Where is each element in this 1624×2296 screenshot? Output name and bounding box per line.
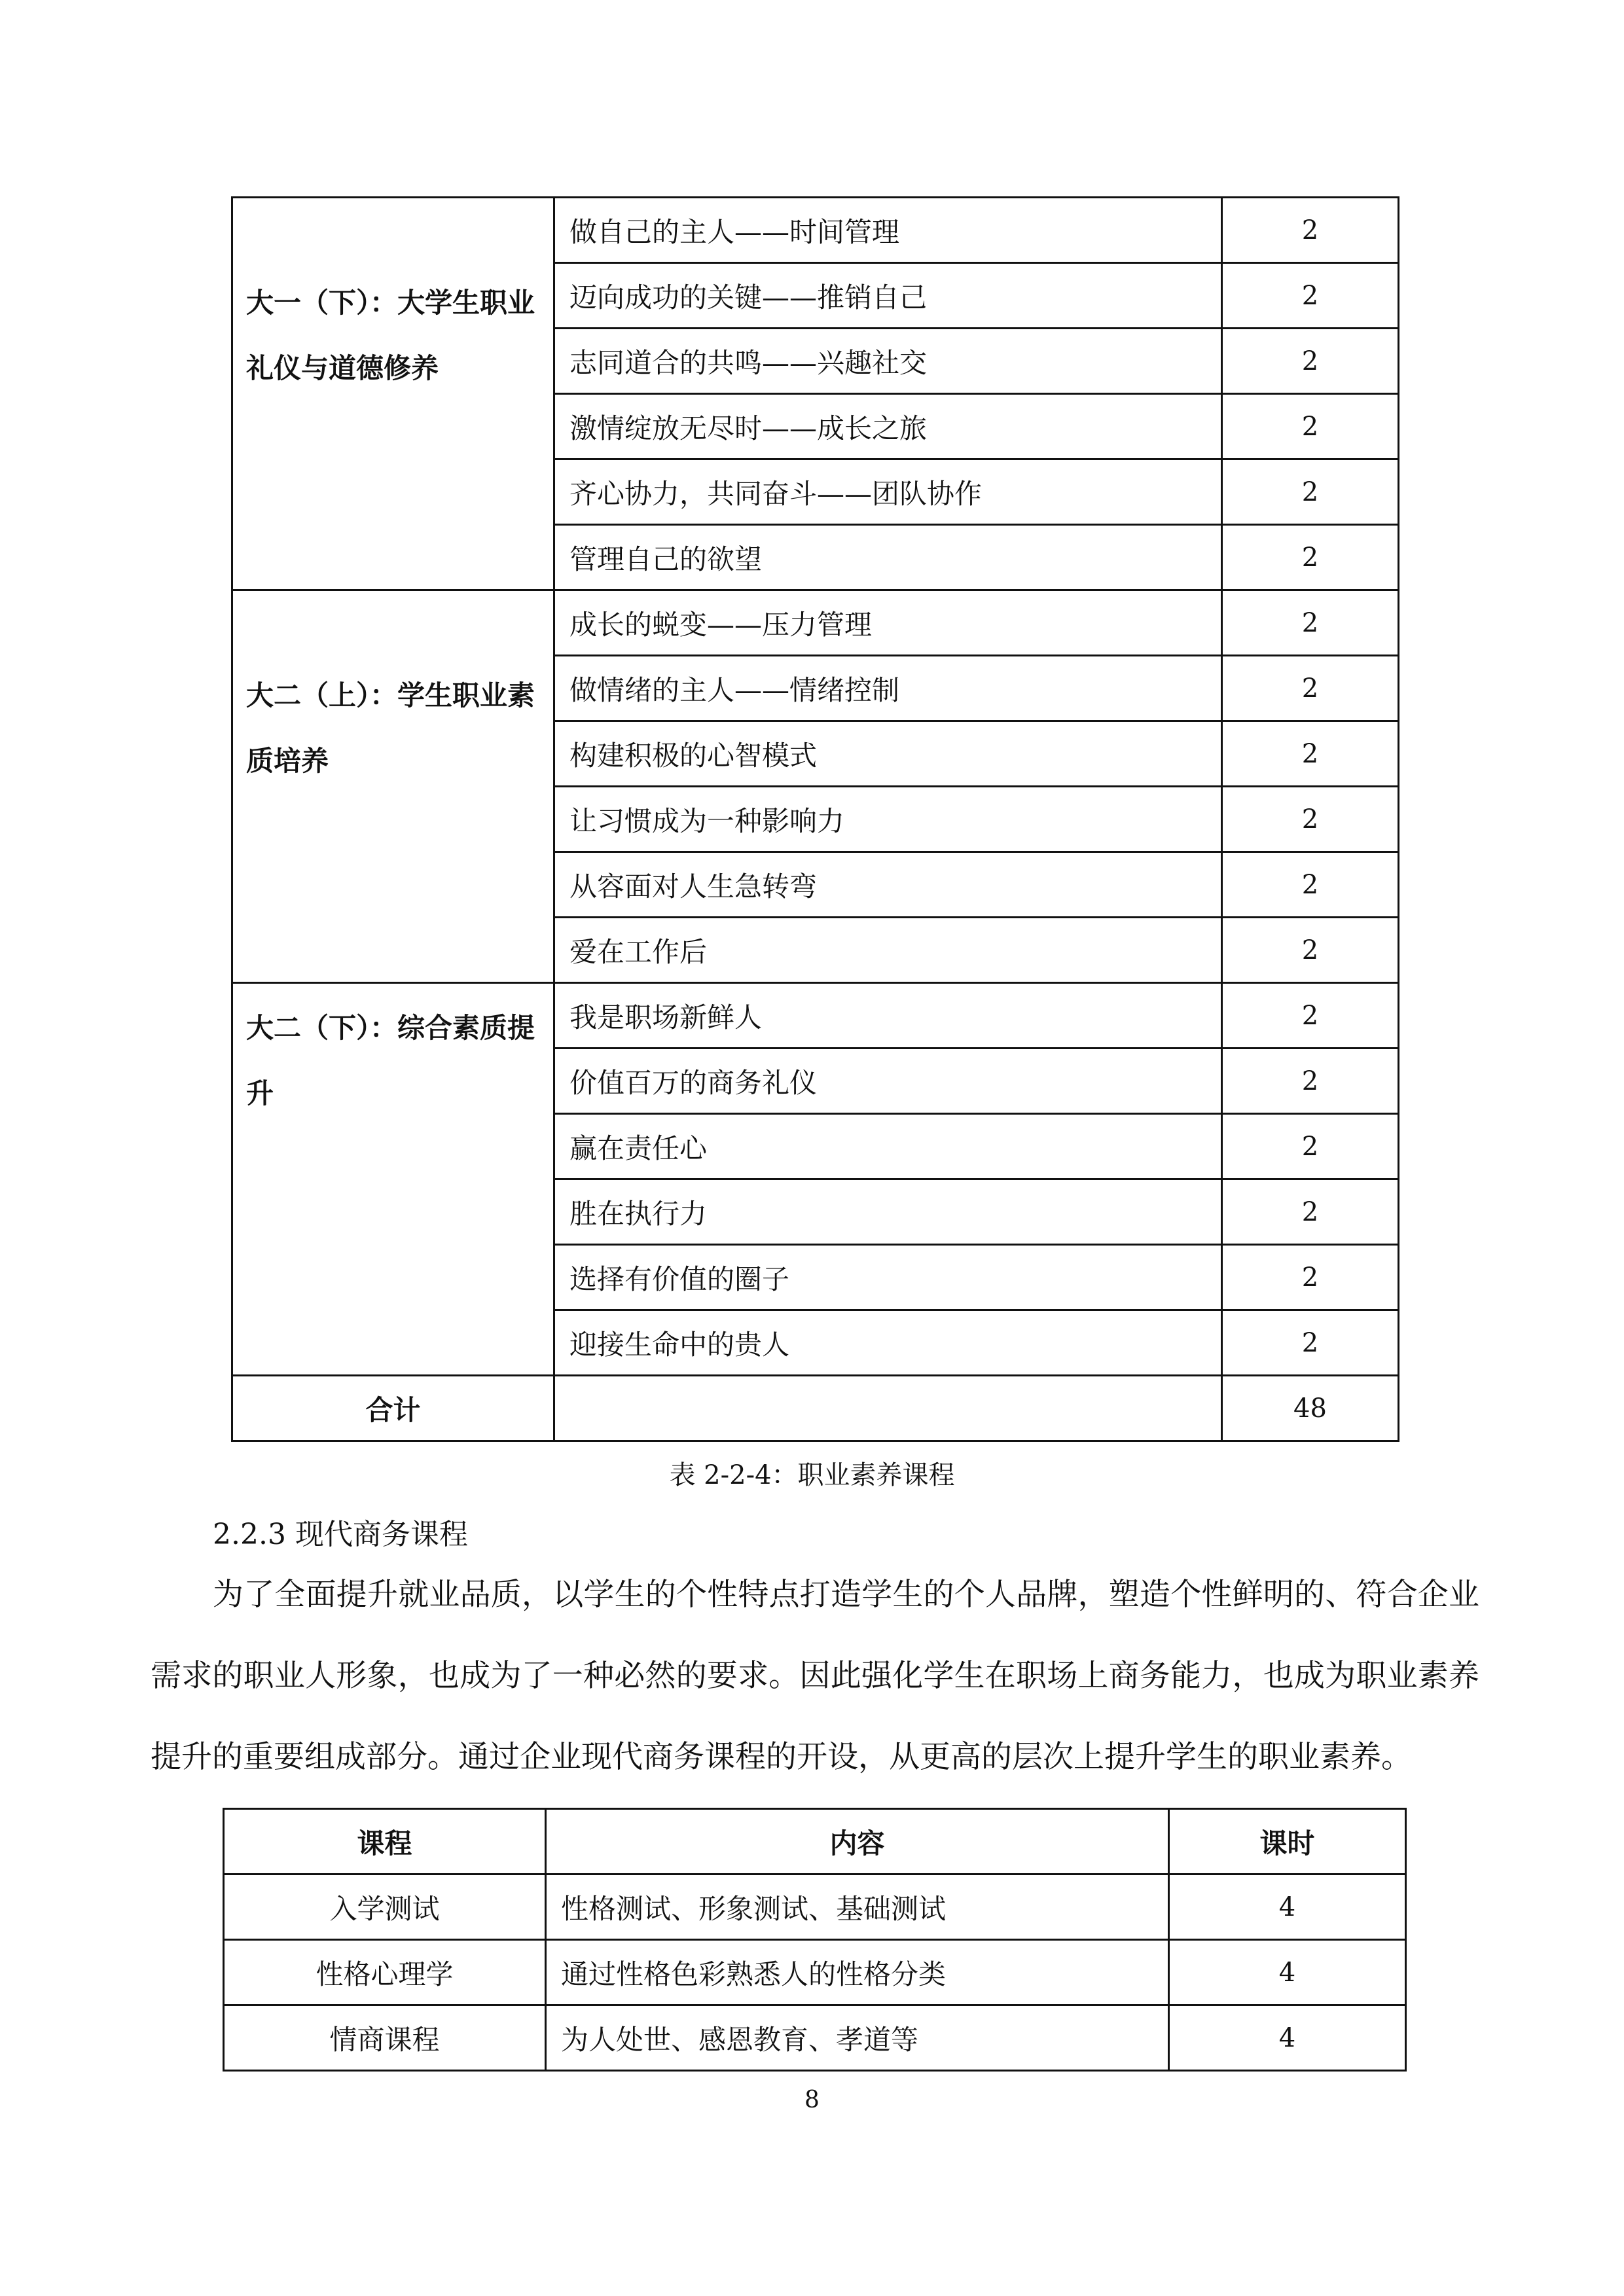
course-hours-cell: 2 [1222,656,1399,721]
course-hours-cell: 2 [1222,787,1399,852]
course-hours-cell: 2 [1222,1310,1399,1376]
course-hours-cell: 2 [1222,983,1399,1049]
professional-quality-course-table [231,196,1399,1442]
course-hours-cell: 4 [1169,1874,1406,1940]
total-value-cell: 48 [1222,1376,1399,1441]
table-caption: 表 2-2-4：职业素养课程 [669,1460,955,1490]
table-header-row [224,1809,1406,1874]
total-empty-cell [554,1376,1222,1441]
course-content-cell: 迎接生命中的贵人 [554,1310,1222,1376]
table-row [224,1874,1406,1940]
page-number: 8 [804,2087,820,2113]
course-name-cell: 入学测试 [224,1874,546,1940]
course-content-cell: 管理自己的欲望 [554,525,1222,590]
course-content-cell: 通过性格色彩熟悉人的性格分类 [546,1940,1169,2005]
course-hours-cell: 2 [1222,721,1399,787]
course-name-cell: 性格心理学 [224,1940,546,2005]
section-title: 2.2.3 现代商务课程 [213,1518,468,1551]
course-hours-cell: 2 [1222,1114,1399,1179]
course-hours-cell: 2 [1222,198,1399,263]
course-hours-cell: 2 [1222,1049,1399,1114]
course-content-cell: 激情绽放无尽时——成长之旅 [554,394,1222,459]
course-hours-cell: 2 [1222,394,1399,459]
course-hours-cell: 2 [1222,1245,1399,1310]
course-hours-cell: 4 [1169,2005,1406,2071]
course-hours-cell: 2 [1222,525,1399,590]
course-content-cell: 做自己的主人——时间管理 [554,198,1222,263]
course-hours-cell: 2 [1222,1179,1399,1245]
course-hours-cell: 2 [1222,590,1399,656]
column-header-content: 内容 [546,1809,1169,1874]
course-name-cell: 情商课程 [224,2005,546,2071]
course-content-cell: 齐心协力，共同奋斗——团队协作 [554,459,1222,525]
course-content-cell: 成长的蜕变——压力管理 [554,590,1222,656]
group-title-cell: 大一（下）：大学生职业礼仪与道德修养 [232,198,554,590]
course-content-cell: 为人处世、感恩教育、孝道等 [546,2005,1169,2071]
course-hours-cell: 2 [1222,329,1399,394]
table-row [232,198,1399,263]
total-row [232,1376,1399,1441]
column-header-course: 课程 [224,1809,546,1874]
course-hours-cell: 4 [1169,1940,1406,2005]
table-row [224,2005,1406,2071]
column-header-hours: 课时 [1169,1809,1406,1874]
course-content-cell: 志同道合的共鸣——兴趣社交 [554,329,1222,394]
course-content-cell: 让习惯成为一种影响力 [554,787,1222,852]
total-label-cell: 合计 [232,1376,554,1441]
course-content-cell: 从容面对人生急转弯 [554,852,1222,918]
modern-business-course-table [223,1808,1407,2072]
table-row [232,983,1399,1049]
group-title-cell: 大二（下）：综合素质提升 [232,983,554,1376]
course-content-cell: 价值百万的商务礼仪 [554,1049,1222,1114]
course-content-cell: 赢在责任心 [554,1114,1222,1179]
course-content-cell: 爱在工作后 [554,918,1222,983]
course-hours-cell: 2 [1222,459,1399,525]
course-content-cell: 做情绪的主人——情绪控制 [554,656,1222,721]
body-paragraph: 为了全面提升就业品质，以学生的个性特点打造学生的个人品牌，塑造个性鲜明的、符合企业需求的职业人形象，也成为了一种必然的要求。因此强化学生在职场上商务能力，也成为职业素养提升的重要组成部分。通过企业现代商务课程的开设，从更高的层次上提升学生的职业素养。 [151,1577,1479,1775]
course-hours-cell: 2 [1222,918,1399,983]
course-content-cell: 我是职场新鲜人 [554,983,1222,1049]
course-hours-cell: 2 [1222,263,1399,329]
course-content-cell: 迈向成功的关键——推销自己 [554,263,1222,329]
table-row [224,1940,1406,2005]
course-content-cell: 性格测试、形象测试、基础测试 [546,1874,1169,1940]
table-row [232,590,1399,656]
course-content-cell: 选择有价值的圈子 [554,1245,1222,1310]
course-content-cell: 构建积极的心智模式 [554,721,1222,787]
group-title-cell: 大二（上）：学生职业素质培养 [232,590,554,983]
course-content-cell: 胜在执行力 [554,1179,1222,1245]
course-hours-cell: 2 [1222,852,1399,918]
